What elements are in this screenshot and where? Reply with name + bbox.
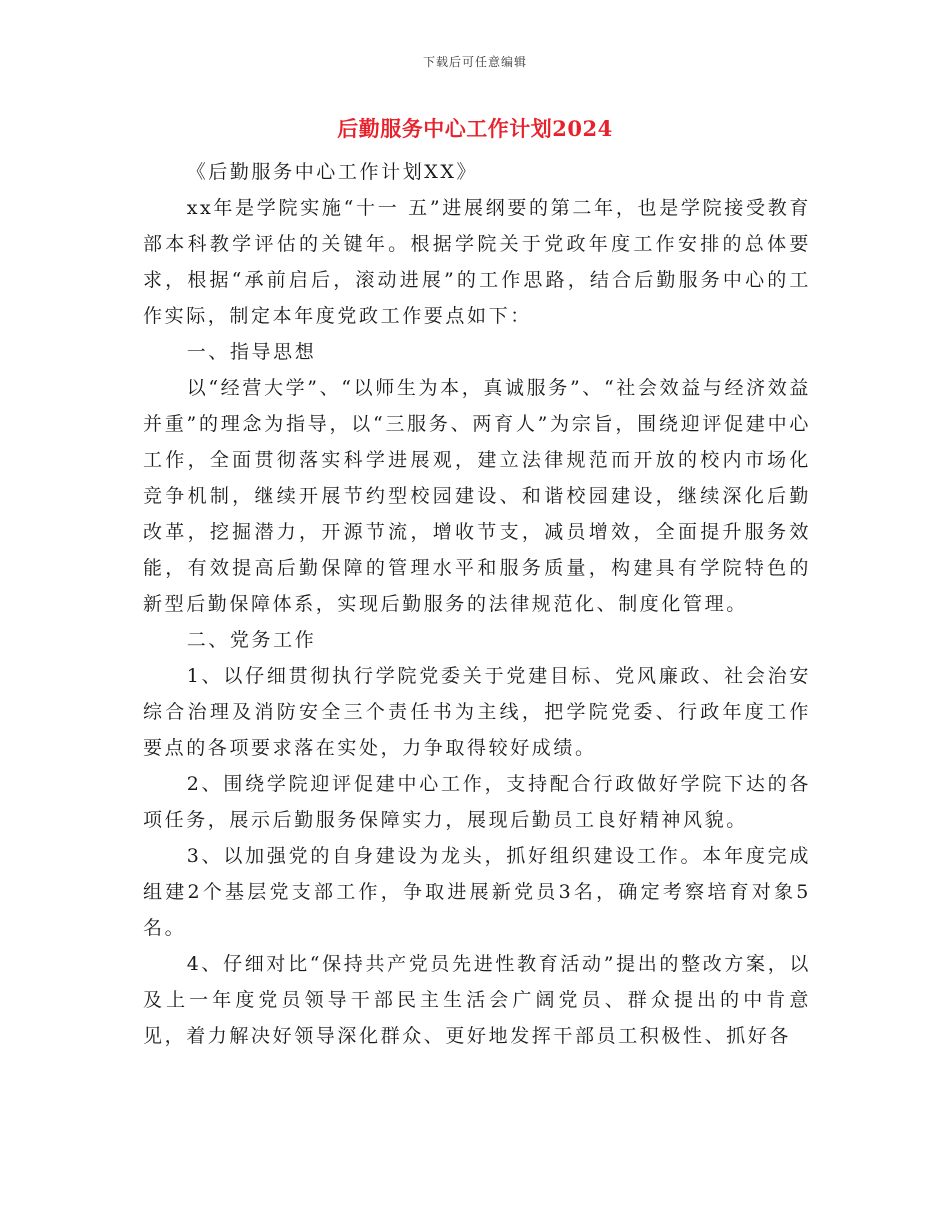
- paragraph-item-1: 1、以仔细贯彻执行学院党委关于党建目标、党风廉政、社会治安综合治理及消防安全三个责任书为主线，把学院党委、行政年度工作要点的各项要求落在实处，力争取得较好成绩。: [143, 665, 811, 759]
- paragraph-item-4: 4、仔细对比“保持共产党员先进性教育活动”提出的整改方案，以及上一年度党员领导干部民主生活会广阔党员、群众提出的中肯意见，着力解决好领导深化群众、更好地发挥干部员工积极性、抓好各: [143, 953, 811, 1047]
- document-body: [143, 154, 811, 1054]
- paragraph-item-2: 2、围绕学院迎评促建中心工作，支持配合行政做好学院下达的各项任务，展示后勤服务保障实力，展现后勤员工良好精神风貌。: [143, 773, 811, 831]
- paragraph-intro: xx年是学院实施“十一 五”进展纲要的第二年，也是学院接受教育部本科教学评估的关键年。根据学院关于党政年度工作安排的总体要求，根据“承前启后，滚动进展”的工作思路，结合后勤服务中心的工作实际，制定本年度党政工作要点如下：: [143, 197, 811, 327]
- paragraph-subtitle: 《后勤服务中心工作计划XX》: [186, 161, 479, 183]
- paragraph-guiding-thought: 以“经营大学”、“以师生为本，真诚服务”、“社会效益与经济效益并重”的理念为指导，以“三服务、两育人”为宗旨，围绕迎评促建中心工作，全面贯彻落实科学进展观，建立法律规范而开放的校内市场化竞争机制，继续开展节约型校园建设、和谐校园建设，继续深化后勤改革，挖掘潜力，开源节流，增收节支，减员增效，全面提升服务效能，有效提高后勤保障的管理水平和服务质量，构建具有学院特色的新型后勤保障体系，实现后勤服务的法律规范化、制度化管理。: [143, 377, 811, 615]
- section-heading-party-work: 二、党务工作: [186, 629, 317, 651]
- paragraph-item-3: 3、以加强党的自身建设为龙头，抓好组织建设工作。本年度完成组建2个基层党支部工作，争取进展新党员3名，确定考察培育对象5名。: [143, 845, 811, 939]
- document-title: 后勤服务中心工作计划2024: [337, 116, 613, 141]
- header-note: 下载后可任意编辑: [422, 55, 527, 69]
- section-heading-guiding-thought: 一、指导思想: [186, 341, 317, 363]
